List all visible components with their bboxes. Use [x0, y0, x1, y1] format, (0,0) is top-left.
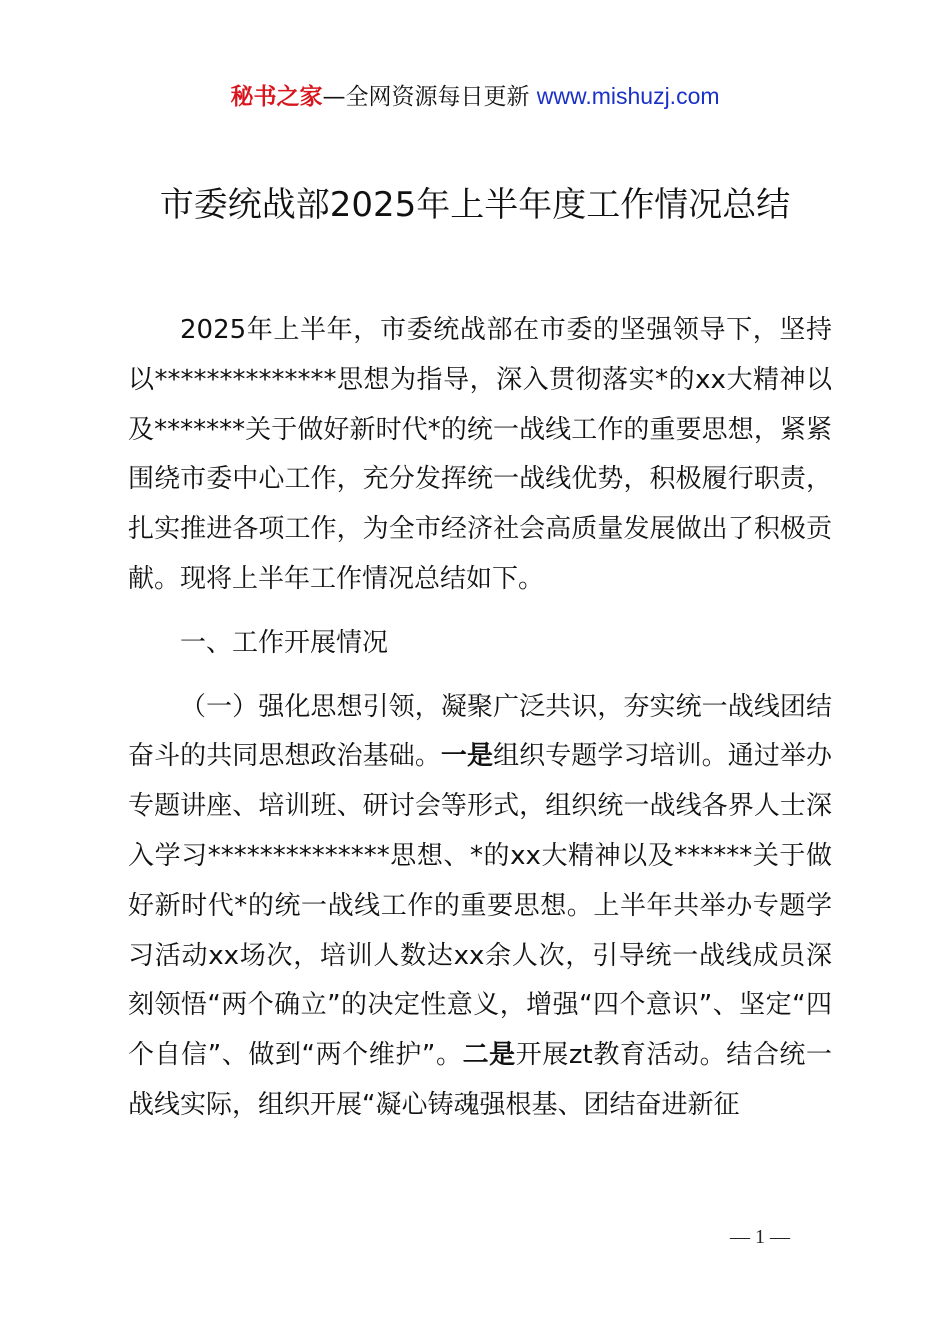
- subsection-heading: （一）强化思想引领，凝聚广泛共识，夯实统一战线团结奋斗的共同思想政治基础。: [128, 691, 832, 772]
- section-heading: 一、工作开展情况: [180, 627, 389, 658]
- site-tagline: —全网资源每日更新: [322, 84, 537, 110]
- intro-paragraph: 2025年上半年，市委统战部在市委的坚强领导下，坚持以**************思想为指导，深入贯彻落实*的xx大精神以及*******关于做好新时代*的统一战线工作的重要思想，紧紧围绕市委中心工作，充分发挥统一战线优势，积极履行职责，扎实推进各项工作，为全市经济社会高质量发展做出了积极贡献。现将上半年工作情况总结如下。: [128, 315, 832, 594]
- site-url-link[interactable]: www.mishuzj.com: [536, 83, 720, 109]
- site-banner: [0, 78, 950, 115]
- document-body: [128, 306, 832, 1131]
- point-text-one: 组织专题学习培训。通过举办专题讲座、培训班、研讨会等形式，组织统一战线各界人士深入学习**************思想、*的xx大精神以及******关于做好新时代*的统一战线工作的重要思想。上半年共举办专题学习活动xx场次，培训人数达xx余人次，引导统一战线成员深刻领悟“两个确立”的决定性意义，增强“四个意识”、坚定“四个自信”、做到“两个维护”。: [128, 741, 832, 1071]
- site-brand: 秘书之家: [230, 84, 323, 110]
- page-number: — 1 —: [730, 1226, 790, 1248]
- subsection-paragraph: [128, 683, 832, 1131]
- point-text-two: 开展zt教育活动。结合统一战线实际，组织开展“凝心铸魂强根基、团结奋进新征: [128, 1040, 832, 1120]
- document-title: 市委统战部2025年上半年度工作情况总结: [159, 185, 791, 225]
- point-marker-two: 二是: [462, 1040, 516, 1071]
- point-marker-one: 一是: [440, 741, 494, 772]
